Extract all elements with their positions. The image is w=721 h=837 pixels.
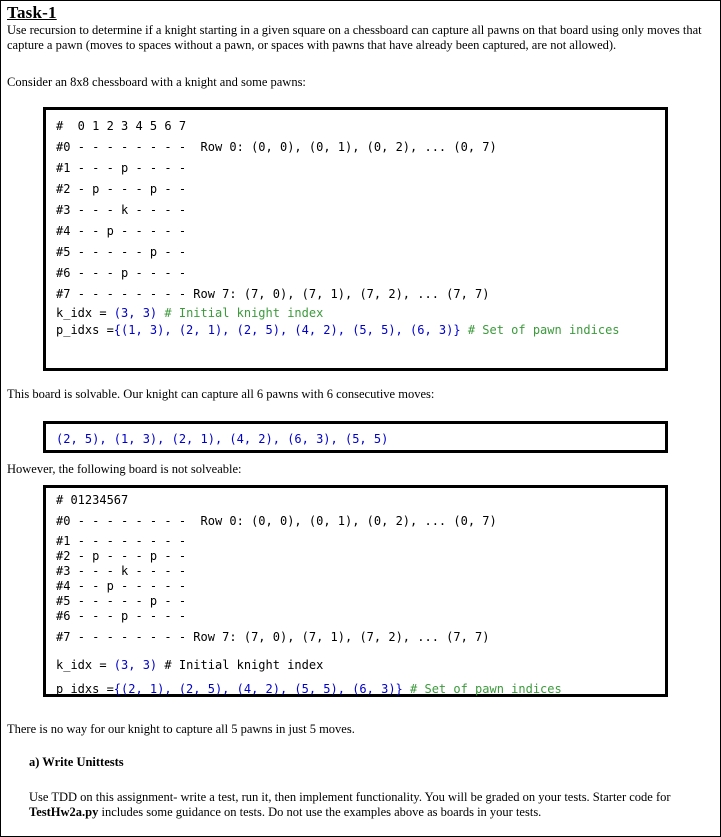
however-paragraph: However, the following board is not solveable: xyxy=(7,462,242,476)
p-idxs-comment: # Set of pawn indices xyxy=(467,323,620,337)
board-row xyxy=(56,549,665,564)
board-row xyxy=(56,200,665,221)
board-row xyxy=(56,179,665,200)
board1-k-idx-line xyxy=(56,305,665,322)
row-cells: - - p - - - - - xyxy=(77,579,194,593)
row-cells: - - - - - p - - xyxy=(77,245,194,259)
board-row xyxy=(56,594,665,609)
no-way-paragraph: There is no way for our knight to capture all 5 pawns in just 5 moves. xyxy=(7,722,355,736)
row-cells: - - - - - - - - xyxy=(77,630,194,644)
board-row xyxy=(56,624,665,650)
row-label: #2 xyxy=(56,549,78,563)
row-note: Row 7: (7, 0), (7, 1), (7, 2), ... (7, 7) xyxy=(193,287,490,301)
row-label: #6 xyxy=(56,609,78,623)
p-idxs-comment: # Set of pawn indices xyxy=(410,682,562,696)
row-label: #5 xyxy=(56,594,78,608)
row-label: #6 xyxy=(56,266,78,280)
row-label: #5 xyxy=(56,245,78,259)
p-idxs-value: {(2, 1), (2, 5), (4, 2), (5, 5), (6, 3)} xyxy=(113,682,403,696)
row-cells: - - - k - - - - xyxy=(77,203,194,217)
board-row xyxy=(56,609,665,624)
row-label: #4 xyxy=(56,579,78,593)
row-cells: - - - p - - - - xyxy=(77,609,194,623)
board1-rows xyxy=(56,137,665,305)
board-row xyxy=(56,158,665,179)
k-idx-code: k_idx = xyxy=(56,306,114,320)
k-idx-value: (3, 3) xyxy=(113,306,158,320)
task-title: Task-1 xyxy=(7,3,57,22)
row-cells: - - - p - - - - xyxy=(77,266,194,280)
row-cells: - - p - - - - - xyxy=(77,224,194,238)
board-row xyxy=(56,284,665,305)
row-label: #0 xyxy=(56,514,78,528)
moves-sequence: (2, 5), (1, 3), (2, 1), (4, 2), (6, 3), (5, 5) xyxy=(56,432,389,446)
board-row xyxy=(56,534,665,549)
board-row xyxy=(56,263,665,284)
tdd-text-2: includes some guidance on tests. Do not use the examples above as boards in your tests. xyxy=(98,805,542,819)
board-row xyxy=(56,242,665,263)
row-cells: - - - - - - - - xyxy=(77,534,194,548)
row-label: #7 xyxy=(56,630,78,644)
row-cells: - - - - - p - - xyxy=(77,594,194,608)
section-a-heading: a) Write Unittests xyxy=(29,755,124,769)
row-label: #3 xyxy=(56,564,78,578)
board2-k-idx-line xyxy=(56,650,665,680)
row-label: #4 xyxy=(56,224,78,238)
board-row xyxy=(56,564,665,579)
board-row xyxy=(56,221,665,242)
row-cells: - - - - - - - - xyxy=(77,287,194,301)
k-idx-value: (3, 3) xyxy=(113,658,158,672)
row-cells: - p - - - p - - xyxy=(77,182,194,196)
row-note: Row 7: (7, 0), (7, 1), (7, 2), ... (7, 7) xyxy=(193,630,490,644)
tdd-text: Use TDD on this assignment- write a test, run it, then implement functionality. You will be graded on your tests. Starter code for xyxy=(29,790,671,804)
tdd-file: TestHw2a.py xyxy=(29,805,99,819)
board2-header: # 01234567 xyxy=(56,493,129,507)
consider-paragraph: Consider an 8x8 chessboard with a knight and some pawns: xyxy=(7,75,306,89)
moves-code-block xyxy=(43,421,668,453)
row-cells: - - - - - - - - xyxy=(77,140,194,154)
row-cells: - - - k - - - - xyxy=(77,564,194,578)
board-row xyxy=(56,579,665,594)
board2-p-idxs-line xyxy=(56,680,665,704)
solvable-paragraph: This board is solvable. Our knight can capture all 6 pawns with 6 consecutive moves: xyxy=(7,387,435,401)
row-label: #3 xyxy=(56,203,78,217)
row-label: #7 xyxy=(56,287,78,301)
p-idxs-code: p_idxs = xyxy=(56,323,114,337)
board2-rows xyxy=(56,508,665,650)
k-idx-comment: # Initial knight index xyxy=(164,306,324,320)
row-label: #0 xyxy=(56,140,78,154)
board2-code-block xyxy=(43,485,668,697)
row-note: Row 0: (0, 0), (0, 1), (0, 2), ... (0, 7) xyxy=(193,514,497,528)
row-note: Row 0: (0, 0), (0, 1), (0, 2), ... (0, 7) xyxy=(193,140,497,154)
p-idxs-value: {(1, 3), (2, 1), (2, 5), (4, 2), (5, 5), (6, 3)} xyxy=(113,323,461,337)
row-cells: - - - p - - - - xyxy=(77,161,194,175)
row-cells: - - - - - - - - xyxy=(77,514,194,528)
board-row xyxy=(56,137,665,158)
p-idxs-code: p_idxs = xyxy=(56,682,114,696)
row-label: #2 xyxy=(56,182,78,196)
k-idx-comment: # Initial knight index xyxy=(164,658,324,672)
board1-header: # 0 1 2 3 4 5 6 7 xyxy=(56,119,187,133)
row-label: #1 xyxy=(56,534,78,548)
board1-p-idxs-line xyxy=(56,322,665,339)
tdd-paragraph xyxy=(29,790,717,820)
row-cells: - p - - - p - - xyxy=(77,549,194,563)
board1-code-block xyxy=(43,107,668,371)
k-idx-code: k_idx = xyxy=(56,658,114,672)
board-row xyxy=(56,508,665,534)
intro-paragraph: Use recursion to determine if a knight starting in a given square on a chessboard can capture all pawns on that board using only moves that capture a pawn (moves to spaces without a pawn, or spaces with pawns that have already been captured, are not allowed). xyxy=(7,23,702,52)
row-label: #1 xyxy=(56,161,78,175)
